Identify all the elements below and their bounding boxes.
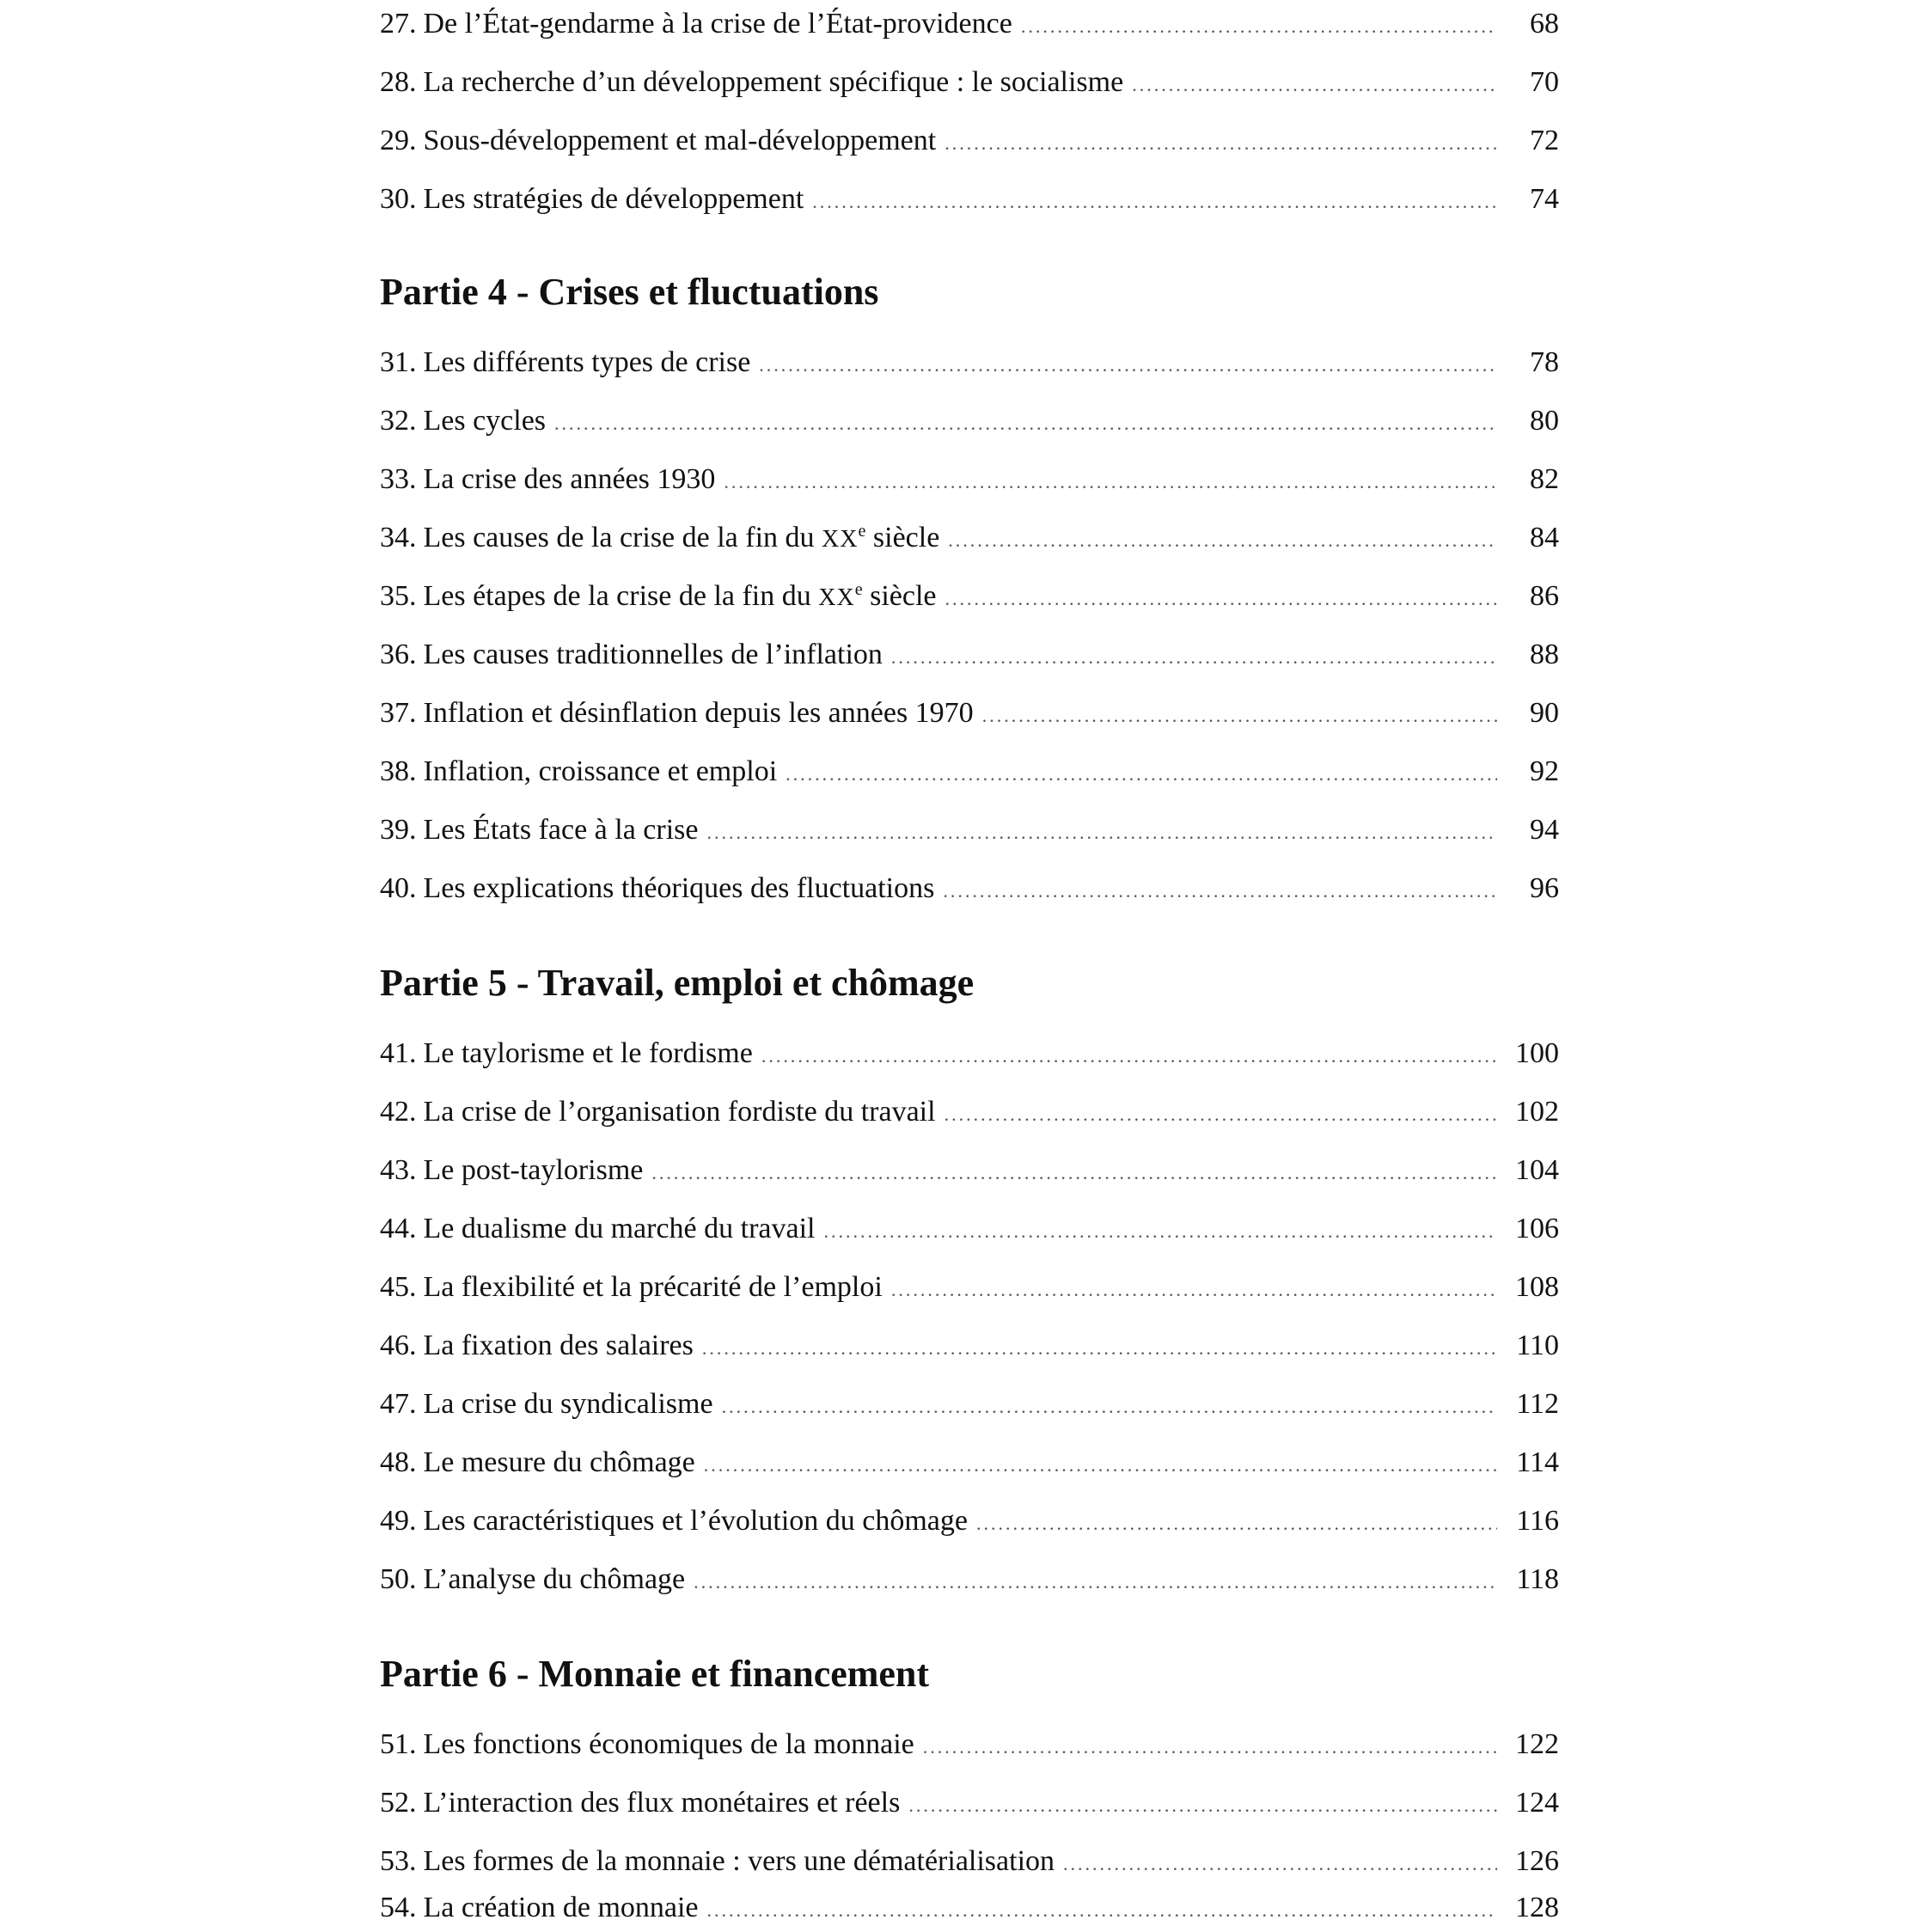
- toc-entry-43: [380, 1148, 1559, 1193]
- dot-leader: [976, 1501, 1497, 1546]
- toc-entry-37: [380, 691, 1559, 736]
- part-4-heading: Partie 4 - Crises et fluctuations: [380, 271, 879, 313]
- entry-page-number: 116: [1516, 1505, 1559, 1537]
- entry-number: 44.: [380, 1213, 417, 1244]
- entry-page-number: 74: [1530, 183, 1559, 215]
- toc-entry-30: [380, 177, 1559, 222]
- entry-title: La crise de l’organisation fordiste du travail: [423, 1096, 936, 1128]
- toc-entry-40: [380, 866, 1559, 911]
- entry-title: Les formes de la monnaie : vers une dématérialisation: [423, 1845, 1055, 1877]
- entry-number: 37.: [380, 697, 417, 729]
- entry-title: Les explications théoriques des fluctuations: [423, 872, 935, 904]
- entry-title: La crise des années 1930: [423, 463, 716, 495]
- entry-number: 29.: [380, 125, 417, 156]
- toc-entry-50: [380, 1557, 1559, 1602]
- toc-entry-27: [380, 2, 1559, 46]
- dot-leader: [704, 1443, 1497, 1488]
- title-after: siècle: [870, 580, 937, 612]
- entry-title: La flexibilité et la précarité de l’emploi: [423, 1271, 883, 1303]
- dot-leader: [761, 1034, 1497, 1079]
- entry-number: 36.: [380, 639, 417, 670]
- entry-title: La fixation des salaires: [423, 1330, 694, 1361]
- toc-entry-47: [380, 1382, 1559, 1427]
- dot-leader: [948, 518, 1497, 563]
- entry-page-number: 68: [1530, 8, 1559, 40]
- toc-entry-45: [380, 1265, 1559, 1310]
- entry-number: 35.: [380, 580, 417, 612]
- dot-leader: [759, 343, 1497, 388]
- entry-title: Les fonctions économiques de la monnaie: [423, 1728, 914, 1760]
- entry-page-number: 128: [1515, 1892, 1559, 1923]
- entry-page-number: 80: [1530, 405, 1559, 437]
- toc-entry-39: [380, 808, 1559, 853]
- entry-number: 42.: [380, 1096, 417, 1128]
- entry-title: [424, 516, 940, 562]
- dot-leader: [706, 810, 1497, 855]
- entry-page-number: 110: [1516, 1330, 1559, 1361]
- century: XX: [818, 584, 855, 611]
- entry-number: 33.: [380, 463, 417, 495]
- entry-title: Le dualisme du marché du travail: [423, 1213, 816, 1244]
- entry-number: 51.: [380, 1728, 417, 1760]
- entry-title: La crise du syndicalisme: [423, 1388, 713, 1420]
- dot-leader: [945, 1092, 1497, 1137]
- entry-page-number: 104: [1515, 1154, 1559, 1186]
- entry-number: 30.: [380, 183, 417, 215]
- dot-leader: [812, 180, 1497, 224]
- dot-leader: [786, 752, 1497, 797]
- entry-page-number: 124: [1515, 1787, 1559, 1819]
- superscript: e: [854, 580, 863, 599]
- entry-page-number: 100: [1515, 1037, 1559, 1069]
- entry-number: 28.: [380, 66, 417, 98]
- entry-number: 39.: [380, 814, 417, 846]
- toc-entry-51: [380, 1722, 1559, 1767]
- dot-leader: [891, 1268, 1497, 1312]
- dot-leader: [824, 1209, 1498, 1254]
- entry-number: 46.: [380, 1330, 417, 1361]
- entry-page-number: 78: [1530, 346, 1559, 378]
- superscript: e: [858, 522, 866, 541]
- part-5-heading: Partie 5 - Travail, emploi et chômage: [380, 962, 975, 1004]
- title-after: siècle: [872, 522, 940, 553]
- entry-page-number: 88: [1530, 639, 1559, 670]
- entry-number: 48.: [380, 1446, 417, 1478]
- entry-number: 47.: [380, 1388, 417, 1420]
- dot-leader: [1021, 4, 1497, 49]
- dot-leader: [908, 1783, 1497, 1828]
- dot-leader: [554, 401, 1497, 446]
- dot-leader: [722, 1385, 1497, 1429]
- dot-leader: [1063, 1842, 1497, 1886]
- dot-leader: [982, 694, 1497, 738]
- dot-leader: [945, 577, 1498, 621]
- entry-number: 40.: [380, 872, 417, 904]
- entry-page-number: 90: [1530, 697, 1559, 729]
- dot-leader: [702, 1326, 1497, 1371]
- toc-entry-31: [380, 340, 1559, 385]
- entry-page-number: 114: [1516, 1446, 1559, 1478]
- toc-entry-41: [380, 1031, 1559, 1076]
- entry-page-number: 84: [1530, 522, 1559, 553]
- dot-leader: [724, 460, 1497, 504]
- entry-number: 43.: [380, 1154, 417, 1186]
- entry-title: Les causes traditionnelles de l’inflation: [423, 639, 883, 670]
- toc-entry-49: [380, 1499, 1559, 1544]
- dot-leader: [945, 121, 1497, 166]
- entry-title: De l’État-gendarme à la crise de l’État-providence: [423, 8, 1012, 40]
- dot-leader: [923, 1725, 1497, 1770]
- title-before: Les étapes de la crise de la fin du: [423, 580, 811, 612]
- entry-number: 31.: [380, 346, 417, 378]
- dot-leader: [694, 1560, 1497, 1605]
- entry-page-number: 86: [1530, 580, 1559, 612]
- toc-entry-42: [380, 1090, 1559, 1134]
- entry-number: 38.: [380, 755, 417, 787]
- toc-entry-52: [380, 1781, 1559, 1825]
- entry-title: Les caractéristiques et l’évolution du chômage: [423, 1505, 968, 1537]
- toc-entry-32: [380, 399, 1559, 443]
- entry-page-number: 118: [1516, 1563, 1559, 1595]
- toc-entry-34: [380, 516, 1559, 560]
- entry-title: La recherche d’un développement spécifique : le socialisme: [423, 66, 1124, 98]
- entry-number: 54.: [380, 1892, 417, 1923]
- entry-title: Inflation, croissance et emploi: [423, 755, 778, 787]
- entry-page-number: 72: [1530, 125, 1559, 156]
- entry-page-number: 82: [1530, 463, 1559, 495]
- entry-title: La création de monnaie: [423, 1892, 699, 1923]
- entry-number: 53.: [380, 1845, 417, 1877]
- entry-title: Les différents types de crise: [423, 346, 751, 378]
- toc-entry-54: [380, 1886, 1559, 1932]
- entry-page-number: 92: [1530, 755, 1559, 787]
- toc-entry-35: [380, 574, 1559, 619]
- entry-page-number: 108: [1515, 1271, 1559, 1303]
- entry-number: 27.: [380, 8, 417, 40]
- dot-leader: [1132, 63, 1497, 107]
- entry-title: [424, 574, 937, 621]
- entry-number: 32.: [380, 405, 417, 437]
- entry-title: Le taylorisme et le fordisme: [423, 1037, 753, 1069]
- entry-page-number: 112: [1516, 1388, 1559, 1420]
- entry-title: Le mesure du chômage: [423, 1446, 695, 1478]
- entry-page-number: 94: [1530, 814, 1559, 846]
- entry-number: 45.: [380, 1271, 417, 1303]
- entry-title: Les États face à la crise: [423, 814, 699, 846]
- entry-title: L’analyse du chômage: [423, 1563, 686, 1595]
- entry-title: Les stratégies de développement: [423, 183, 804, 215]
- toc-entry-48: [380, 1440, 1559, 1485]
- toc-entry-28: [380, 60, 1559, 105]
- title-before: Les causes de la crise de la fin du: [423, 522, 815, 553]
- entry-page-number: 106: [1515, 1213, 1559, 1244]
- entry-page-number: 96: [1530, 872, 1559, 904]
- entry-number: 49.: [380, 1505, 417, 1537]
- toc-entry-38: [380, 749, 1559, 794]
- dot-leader: [943, 869, 1497, 914]
- entry-title: Inflation et désinflation depuis les années 1970: [423, 697, 974, 729]
- entry-title: Les cycles: [423, 405, 547, 437]
- entry-title: L’interaction des flux monétaires et réels: [423, 1787, 901, 1819]
- toc-entry-33: [380, 457, 1559, 502]
- entry-number: 34.: [380, 522, 417, 553]
- toc-entry-29: [380, 119, 1559, 163]
- entry-number: 41.: [380, 1037, 417, 1069]
- part-6-heading: Partie 6 - Monnaie et financement: [380, 1653, 930, 1695]
- entry-page-number: 70: [1530, 66, 1559, 98]
- entry-number: 52.: [380, 1787, 417, 1819]
- toc-entry-46: [380, 1324, 1559, 1368]
- century: XX: [822, 526, 859, 553]
- entry-number: 50.: [380, 1563, 417, 1595]
- entry-page-number: 126: [1515, 1845, 1559, 1877]
- entry-page-number: 122: [1515, 1728, 1559, 1760]
- dot-leader: [651, 1151, 1497, 1195]
- toc-entry-44: [380, 1207, 1559, 1251]
- toc-entry-36: [380, 633, 1559, 677]
- toc-entry-53: [380, 1839, 1559, 1884]
- dot-leader: [891, 635, 1497, 680]
- entry-title: Sous-développement et mal-développement: [423, 125, 937, 156]
- dot-leader: [707, 1888, 1497, 1932]
- entry-page-number: 102: [1515, 1096, 1559, 1128]
- entry-title: Le post-taylorisme: [423, 1154, 644, 1186]
